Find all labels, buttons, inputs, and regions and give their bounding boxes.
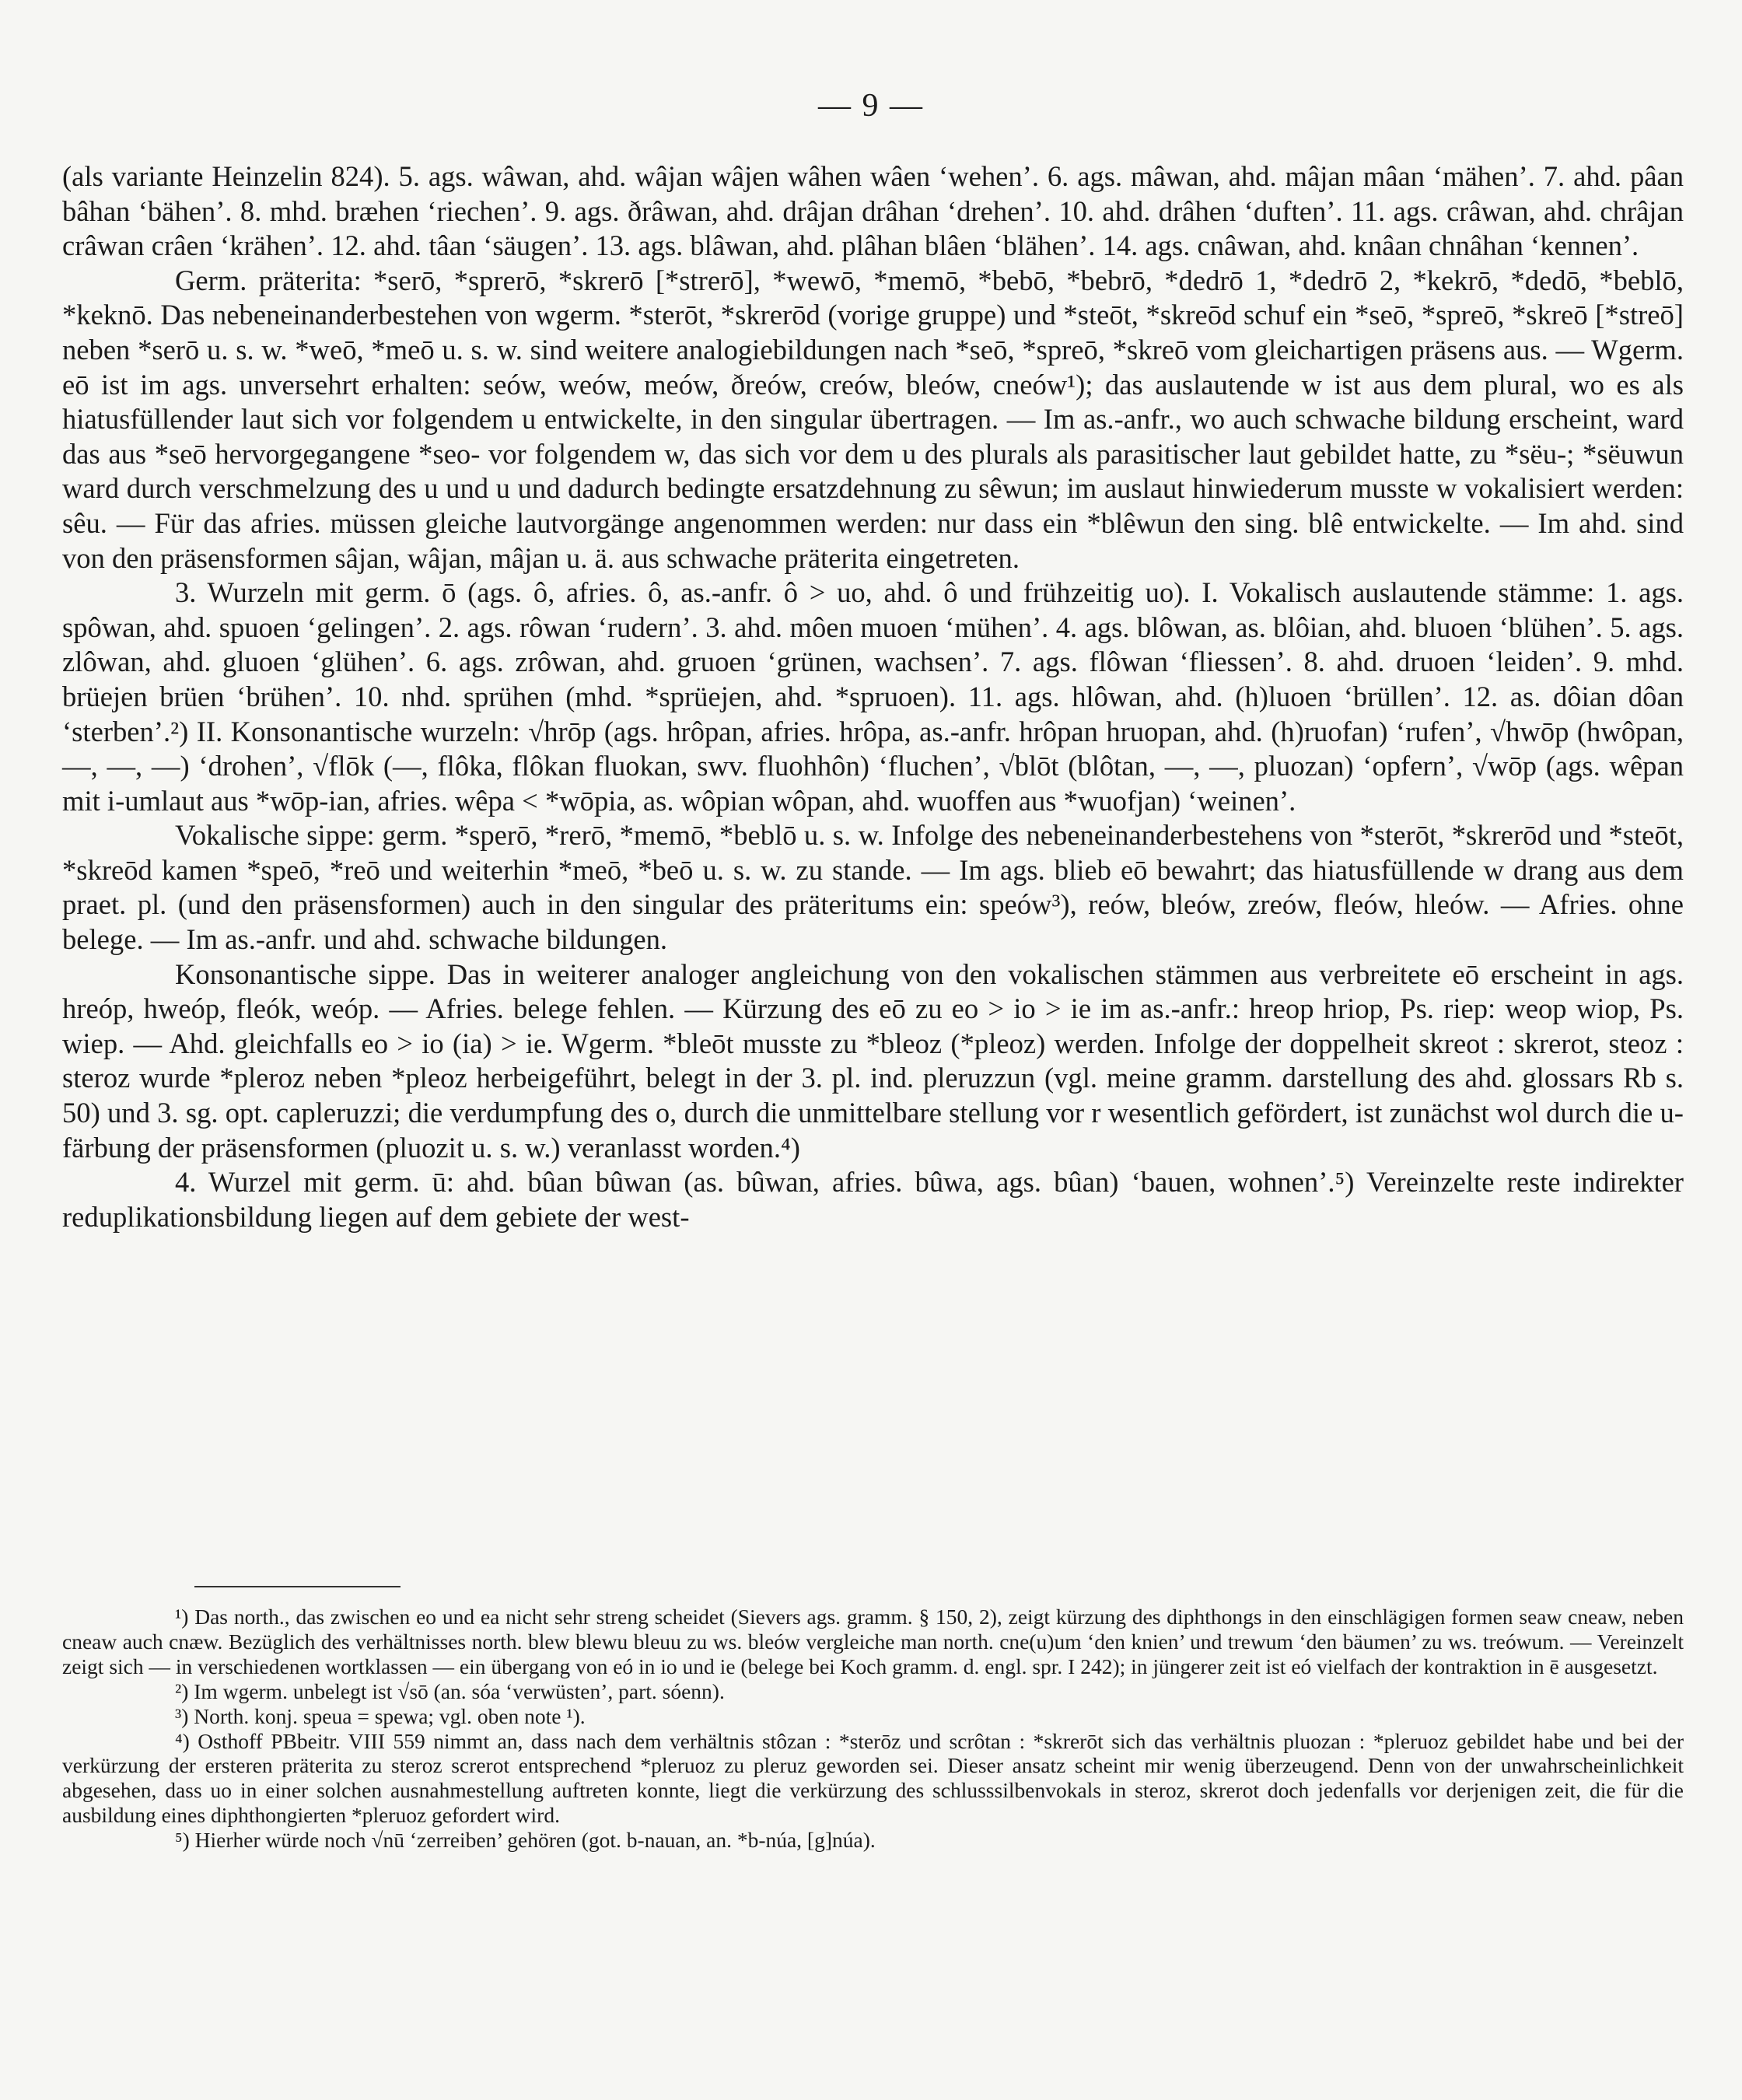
paragraph-5: Konsonantische sippe. Das in weiterer analoger angleichung von den vokalischen stämmen aus verbreitete eō erscheint in ags. hreóp, hweóp, fleók, weóp. — Afries. belege fehlen. — Kürzung des eō zu eo > io > ie im as.-anfr.: hreop hriop, Ps. riep: weop wiop, Ps. wiep. — Ahd. gleichfalls eo > io (ia) > ie. Wgerm. *bleōt musste zu *bleoz (*pleoz) werden. Infolge der doppelheit skreot : skrerot, steoz : steroz wurde *pleroz neben *pleoz herbeigeführt, belegt in der 3. pl. ind. pleruzzun (vgl. meine gramm. darstellung des ahd. glossars Rb s. 50) und 3. sg. opt. capleruzzi; die verdumpfung des o, durch die unmittelbare stellung vor r wesentlich gefördert, ist zunächst wol durch die u-färbung der präsensformen (pluozit u. s. w.) veranlasst worden.⁴)	[62, 957, 1684, 1164]
paragraph-1: (als variante Heinzelin 824). 5. ags. wâwan, ahd. wâjan wâjen wâhen wâen ‘wehen’. 6. ags. mâwan, ahd. mâjan mâan ‘mähen’. 7. ahd. pâan bâhan ‘bähen’. 8. mhd. bræhen ‘riechen’. 9. ags. ðrâwan, ahd. drâjan drâhan ‘drehen’. 10. ahd. drâhen ‘duften’. 11. ags. crâwan, ahd. chrâjan crâwan crâen ‘krähen’. 12. ahd. tâan ‘säugen’. 13. ags. blâwan, ahd. plâhan blâen ‘blähen’. 14. ags. cnâwan, ahd. knâan chnâhan ‘kennen’.	[62, 160, 1684, 262]
footnote-divider	[194, 1586, 401, 1587]
footnote-3: ³) North. konj. speua = spewa; vgl. oben note ¹).	[175, 1703, 586, 1728]
paragraph-3: 3. Wurzeln mit germ. ō (ags. ô, afries. ô, as.-anfr. ô > uo, ahd. ô und frühzeitig uo). I. Vokalisch auslautende stämme: 1. ags. spôwan, ahd. spuoen ‘gelingen’. 2. ags. rôwan ‘rudern’. 3. ahd. môen muoen ‘mühen’. 4. ags. blôwan, as. blôian, ahd. bluoen ‘blühen’. 5. ags. zlôwan, ahd. gluoen ‘glühen’. 6. ags. zrôwan, ahd. gruoen ‘grünen, wachsen’. 7. ags. flôwan ‘fliessen’. 8. ahd. druoen ‘leiden’. 9. mhd. brüejen brüen ‘brühen’. 10. nhd. sprühen (mhd. *sprüejen, ahd. *spruoen). 11. ags. hlôwan, ahd. (h)luoen ‘brüllen’. 12. as. dôian dôan ‘sterben’.²) II. Konsonantische wurzeln: √hrōp (ags. hrôpan, afries. hrôpa, as.-anfr. hrôpan hruopan, ahd. (h)ruofan) ‘rufen’, √hwōp (hwôpan, —, —, —) ‘drohen’, √flōk (—, flôka, flôkan fluokan, swv. fluohhôn) ‘fluchen’, √blōt (blôtan, —, —, pluozan) ‘opfern’, √wōp (ags. wêpan mit i-umlaut aus *wōp-ian, afries. wêpa < *wōpia, as. wôpian wôpan, ahd. wuoffen aus *wuofjan) ‘weinen’.	[62, 576, 1684, 817]
paragraph-6: 4. Wurzel mit germ. ū: ahd. bûan bûwan (as. bûwan, afries. bûwa, ags. bûan) ‘bauen, wohnen’.⁵) Vereinzelte reste indirekter reduplikationsbildung liegen auf dem gebiete der west-	[62, 1166, 1684, 1233]
footnote-1: ¹) Das north., das zwischen eo und ea nicht sehr streng scheidet (Sievers ags. gramm. § 150, 2), zeigt kürzung des diphthongs in den einschlägigen formen seaw cneaw, neben cneaw auch cnæw. Bezüglich des verhältnisses north. blew blewu bleuu zu ws. bleów vergleiche man north. cne(u)um ‘den knien’ und trewum ‘den bäumen’ zu ws. treówum. — Vereinzelt zeigt sich — in verschiedenen wortklassen — ein übergang von eó in io und ie (belege bei Koch gramm. d. engl. spr. I 242); in jüngerer zeit ist eó vielfach der kontraktion in ē ausgesetzt.	[62, 1605, 1684, 1678]
paragraph-2: Germ. präterita: *serō, *sprerō, *skrerō [*strerō], *wewō, *memō, *bebō, *bebrō, *dedrō 1, *dedrō 2, *kekrō, *dedō, *beblō, *keknō. Das nebeneinanderbestehen von wgerm. *sterōt, *skrerōd (vorige gruppe) und *steōt, *skreōd schuf ein *seō, *spreō, *skreō [*streō] neben *serō u. s. w. *weō, *meō u. s. w. sind weitere analogiebildungen nach *seō, *spreō, *skreō vom gleichartigen präsens aus. — Wgerm. eō ist im ags. unversehrt erhalten: seów, weów, meów, ðreów, creów, bleów, cneów¹); das auslautende w ist aus dem plural, wo es als hiatusfüllender laut sich vor folgendem u entwickelte, in den singular übertragen. — Im as.-anfr., wo auch schwache bildung erscheint, ward das aus *seō hervorgegangene *seo- vor folgendem w, das sich vor dem u des plurals als parasitischer laut gebildet hatte, zu *sëu-; *sëuwun ward durch verschmelzung des u und u und dadurch bedingte ersatzdehnung zu sêwun; im auslaut hinwiederum musste w vokalisiert werden: sêu. — Für das afries. müssen gleiche lautvorgänge angenommen werden: nur dass ein *blêwun den sing. blê entwickelte. — Im ahd. sind von den präsensformen sâjan, wâjan, mâjan u. ä. aus schwache präterita eingetreten.	[62, 264, 1684, 574]
footnote-2: ²) Im wgerm. unbelegt ist √sō (an. sóa ‘verwüsten’, part. sóenn).	[175, 1678, 725, 1703]
paragraph-4: Vokalische sippe: germ. *sperō, *rerō, *memō, *beblō u. s. w. Infolge des nebeneinanderbestehens von *sterōt, *skrerōd und *steōt, *skreōd kamen *speō, *reō und weiterhin *meō, *beō u. s. w. zu stande. — Im ags. blieb eō bewahrt; das hiatusfüllende w drang aus dem praet. pl. (und den präsensformen) auch in den singular des präteritums ein: speów³), reów, bleów, zreów, fleów, hleów. — Afries. ohne belege. — Im as.-anfr. und ahd. schwache bildungen.	[62, 819, 1684, 956]
page-number: — 9 —	[818, 88, 924, 124]
footnote-5: ⁵) Hierher würde noch √nū ‘zerreiben’ gehören (got. b-nauan, an. *b-núa, [g]núa).	[175, 1828, 876, 1853]
footnote-4: ⁴) Osthoff PBbeitr. VIII 559 nimmt an, dass nach dem verhältnis stôzan : *sterōz und scrôtan : *skrerōt sich das verhältnis pluozan : *pleruoz gebildet habe und bei der verkürzung der ersteren präterita zu steroz screrot entsprechend *pleruoz zu pleruz geworden sei. Dieser ansatz scheint mir wenig überzeugend. Denn von der unwahrscheinlichkeit abgesehen, dass uo in einer solchen ausnahmestellung auftreten konnte, liegt die verkürzung des schlusssilbenvokals in steroz, skrerot doch jedenfalls vor derjenigen zeit, die für die ausbildung eines diphthongierten *pleruoz gefordert wird.	[62, 1728, 1684, 1828]
footnotes	[62, 1605, 1684, 1853]
main-text	[62, 159, 1684, 1234]
